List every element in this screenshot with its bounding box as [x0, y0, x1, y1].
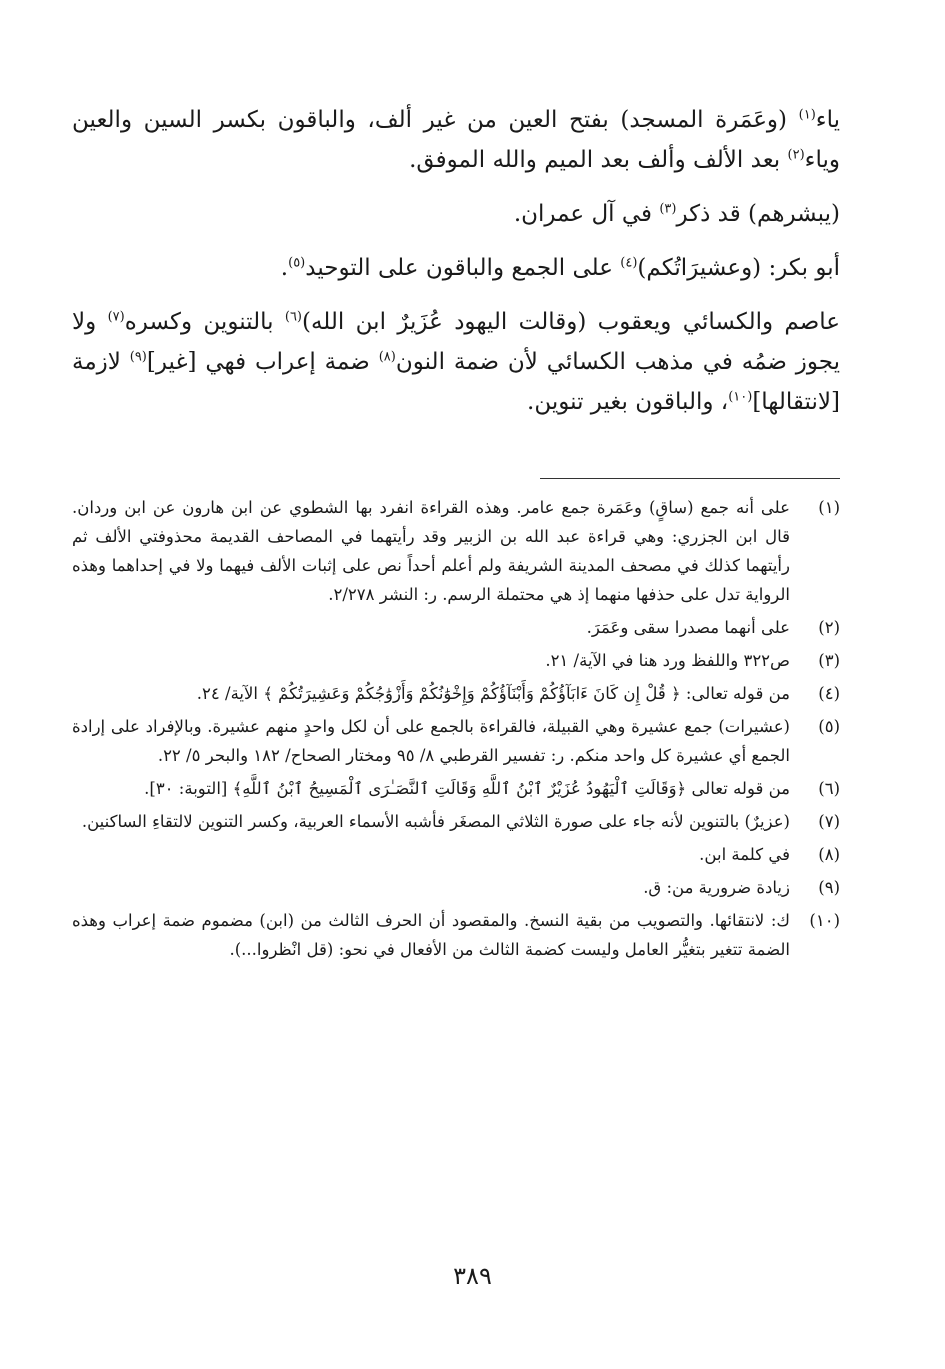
footnote-number: (٢): [818, 618, 840, 637]
footnote-text: على أنهما مصدرا سقى وعَمَرَ.: [586, 618, 790, 637]
footnote-7: [72, 807, 840, 836]
footnote-text: زيادة ضرورية من: ق.: [643, 878, 790, 897]
main-text: [72, 100, 840, 422]
footnote-number: (٦): [818, 779, 840, 798]
footnote-number: (٥): [818, 717, 840, 736]
footnote-ref-7[interactable]: (٧): [107, 309, 125, 325]
footnote-text: من قوله تعالى ﴿وَقَالَتِ ٱلْيَهُودُ عُزَيْرٌ ٱبْنُ ٱللَّهِ وَقَالَتِ ٱلنَّصَـٰرَى ٱلْمَسِيحُ ٱبْنُ ٱللَّهِ﴾ [التوبة: ٣٠].: [144, 779, 790, 798]
footnote-text: ص٣٢٢ واللفظ ورد هنا في الآية/ ٢١.: [545, 651, 790, 670]
footnote-ref-1[interactable]: (١): [798, 107, 816, 123]
footnote-9: [72, 873, 840, 902]
footnote-ref-3[interactable]: (٣): [659, 201, 677, 217]
footnote-text: (عزيرٌ) بالتنوين لأنه جاء على صورة الثلاثي المصغَر فأشبه الأسماء العربية، وكسر التنوين لالتقاءِ الساكنين.: [81, 812, 790, 831]
footnote-text: ك: لانتقائها. والتصويب من بقية النسخ. والمقصود أن الحرف الثالث من (ابن) مضموم ضمة إعراب وهذه الضمة تتغير بتغيُّر العامل وليست كضمة الثالث من الأفعال في نحو: (قل انْظروا...).: [72, 911, 790, 959]
footnote-8: [72, 840, 840, 869]
paragraph-1: ياء$^{(١)}$ (وعَمَرة المسجد) بفتح العين من غير ألف، والباقون بكسر السين والعين وياء$^{(٢)}$ بعد الألف وألف بعد الميم والله الموفق.: [72, 107, 840, 173]
footnote-number: (١): [818, 498, 840, 517]
footnote-ref-4[interactable]: (٤): [620, 255, 638, 271]
page-body: [72, 100, 840, 968]
footnote-4: [72, 679, 840, 708]
paragraph-2: (يبشرهم) قد ذكر$^{(٣)}$ في آل عمران.: [513, 201, 840, 227]
footnote-ref-2[interactable]: (٢): [787, 147, 805, 163]
footnote-text: من قوله تعالى: ﴿ قُلْ إِن كَانَ ءَابَآؤُكُمْ وَأَبْنَآؤُكُمْ وَإِخْوَٰنُكُمْ وَأَزْوَٰجُكُمْ وَعَشِيرَتُكُمْ ﴾ الآية/ ٢٤.: [196, 684, 790, 703]
footnotes: [72, 493, 840, 964]
footnote-ref-10[interactable]: (١٠): [728, 389, 753, 405]
footnote-number: (٤): [818, 684, 840, 703]
footnote-number: (٣): [818, 651, 840, 670]
footnote-number: (٩): [818, 878, 840, 897]
footnote-ref-5[interactable]: (٥): [288, 255, 306, 271]
footnote-6: [72, 774, 840, 803]
footnote-text: على أنه جمع (ساقٍ) وعَمَرة جمع عامر. وهذه القراءة انفرد بها الشطوي عن ابن هارون عن ابن وردان. قال ابن الجزري: وهي قراءة عبد الله بن الزبير وقد رأيتهما في المصاحف القديمة محذوفتي الألف ثم رأيتهما كذلك في مصحف المدينة الشريفة ولم أعلم أحداً نص على إثبات الألف فيهما ولا في إحداهما وهذه الرواية تدل على حذفها منهما إذ هي محتملة الرسم. ر: النشر ٢/٢٧٨.: [72, 498, 790, 604]
footnote-ref-8[interactable]: (٨): [378, 349, 396, 365]
paragraph-4: عاصم والكسائي ويعقوب (وقالت اليهود عُزَيرٌ ابن الله)$^{(٦)}$ بالتنوين وكسره$^{(٧)}$ ولا يجوز ضمُه في مذهب الكسائي لأن ضمة النون$^{(٨)}$ ضمة إعراب فهي [غير]$^{(٩)}$ لازمة [لانتقالها]$^{(١٠)}$، والباقون بغير تنوين.: [72, 309, 841, 415]
footnote-10: [72, 906, 840, 964]
footnote-3: [72, 646, 840, 675]
footnote-ref-6[interactable]: (٦): [284, 309, 302, 325]
footnote-number: (١٠): [809, 911, 840, 930]
footnote-ref-9[interactable]: (٩): [129, 349, 147, 365]
paragraph-3: أبو بكر: (وعشيرَاتُكم)$^{(٤)}$ على الجمع والباقون على التوحيد$^{(٥)}$.: [280, 255, 840, 281]
footnote-2: [72, 613, 840, 642]
footnote-5: [72, 712, 840, 770]
footnote-text: في كلمة ابن.: [699, 845, 790, 864]
page-number: ٣٨٩: [453, 1262, 492, 1290]
footnote-number: (٧): [818, 812, 840, 831]
footnote-1: [72, 493, 840, 609]
footnote-divider: [540, 478, 840, 479]
footnote-text: (عشيرات) جمع عشيرة وهي القبيلة، فالقراءة بالجمع على أن لكل واحدٍ منهم عشيرة. وبالإفراد على إرادة الجمع أي عشيرة كل واحد منكم. ر: تفسير القرطبي ٨/ ٩٥ ومختار الصحاح/ ١٨٢ والبحر ٥/ ٢٢.: [72, 717, 790, 765]
footnote-number: (٨): [818, 845, 840, 864]
